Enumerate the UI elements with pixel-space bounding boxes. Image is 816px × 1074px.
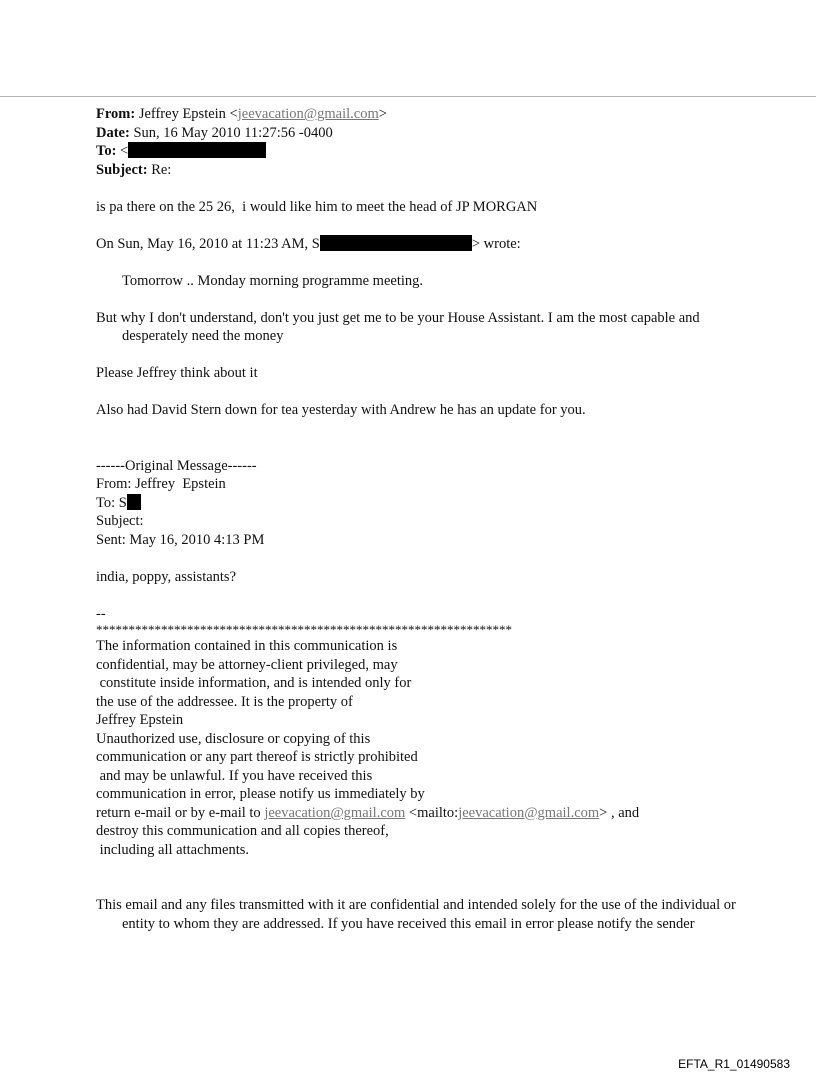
quote-paragraph-4: Also had David Stern down for tea yesterday with Andrew he has an update for you. — [96, 402, 586, 418]
original-sent: Sent: May 16, 2010 4:13 PM — [96, 531, 265, 548]
signature-stars: **************************************************************** — [96, 622, 512, 637]
mailto-email-link[interactable]: jeevacation@gmail.com — [458, 804, 600, 821]
signature-line: constitute inside information, and is intended only for — [96, 675, 412, 691]
original-subject: Subject: — [96, 513, 144, 529]
signature-line: communication or any part thereof is strictly prohibited — [96, 749, 418, 765]
from-label: From: — [96, 106, 136, 122]
from-close: > — [378, 106, 387, 122]
signature-line: including all attachments. — [96, 841, 250, 858]
signature-line: and may be unlawful. If you have received this — [96, 767, 373, 784]
top-divider — [0, 96, 816, 97]
document-id: EFTA_R1_01490583 — [678, 1057, 790, 1071]
reply-text: is pa there on the 25 26, i would like him to meet the head of JP MORGAN — [96, 198, 538, 215]
signature-line: confidential, may be attorney-client privileged, may — [96, 656, 398, 673]
disclaimer-paragraph: This email and any files transmitted with it are confidential and intended solely for the use of the individual or entity to whom they are addressed. If you have received this email in error please notify the sender — [96, 897, 736, 932]
quote-intro-lead: S — [311, 235, 320, 252]
quote-line-1: Tomorrow .. Monday morning programme meeting. — [122, 272, 424, 289]
quote-intro-suffix: > wrote: — [471, 235, 521, 252]
quote-paragraph-2: But why I don't understand, don't you just get me to be your House Assistant. I am the most capable and desperately need the money — [96, 309, 700, 344]
signature-line: The information contained in this communication is — [96, 638, 398, 654]
original-message-divider: ------Original Message------ — [96, 457, 257, 474]
signature-line: communication in error, please notify us immediately by — [96, 786, 425, 802]
to-label: To: — [96, 143, 117, 159]
subject-label: Subject: — [96, 161, 148, 178]
signature-line: destroy this communication and all copies thereof, — [96, 823, 389, 839]
header-subject — [96, 161, 756, 180]
from-email-link[interactable]: jeevacation@gmail.com — [237, 106, 379, 122]
date-label: Date: — [96, 124, 130, 141]
redaction-box — [127, 494, 141, 510]
header-date — [96, 124, 756, 143]
quote-intro — [96, 235, 756, 254]
quote-paragraph-3: Please Jeffrey think about it — [96, 365, 258, 381]
signature-line: the use of the addressee. It is the property of — [96, 693, 353, 710]
original-message-body: india, poppy, assistants? — [96, 568, 237, 585]
header-to — [96, 142, 756, 161]
signature-line: Jeffrey Epstein — [96, 712, 184, 728]
mailto-open: <mailto: — [405, 804, 459, 821]
return-prefix: return e-mail or by e-mail to — [96, 804, 265, 821]
redaction-box — [128, 142, 266, 158]
date-value: Sun, 16 May 2010 11:27:56 -0400 — [133, 124, 333, 141]
header-from — [96, 105, 756, 124]
from-name: Jeffrey Epstein < — [138, 106, 238, 122]
to-prefix: < — [120, 143, 129, 159]
original-to-lead: S — [118, 494, 127, 511]
subject-value: Re: — [151, 161, 172, 178]
return-email-link[interactable]: jeevacation@gmail.com — [264, 804, 406, 821]
redaction-box — [320, 235, 472, 251]
signature-return-line — [96, 804, 756, 823]
quote-intro-prefix: On Sun, May 16, 2010 at 11:23 AM, — [96, 235, 312, 252]
signature-dashes: -- — [96, 605, 106, 622]
return-suffix: > , and — [599, 804, 640, 821]
original-from: From: Jeffrey Epstein — [96, 476, 226, 492]
original-to-prefix: To: — [96, 494, 119, 511]
email-document — [96, 105, 756, 933]
original-to — [96, 494, 756, 513]
signature-line: Unauthorized use, disclosure or copying of this — [96, 730, 371, 747]
